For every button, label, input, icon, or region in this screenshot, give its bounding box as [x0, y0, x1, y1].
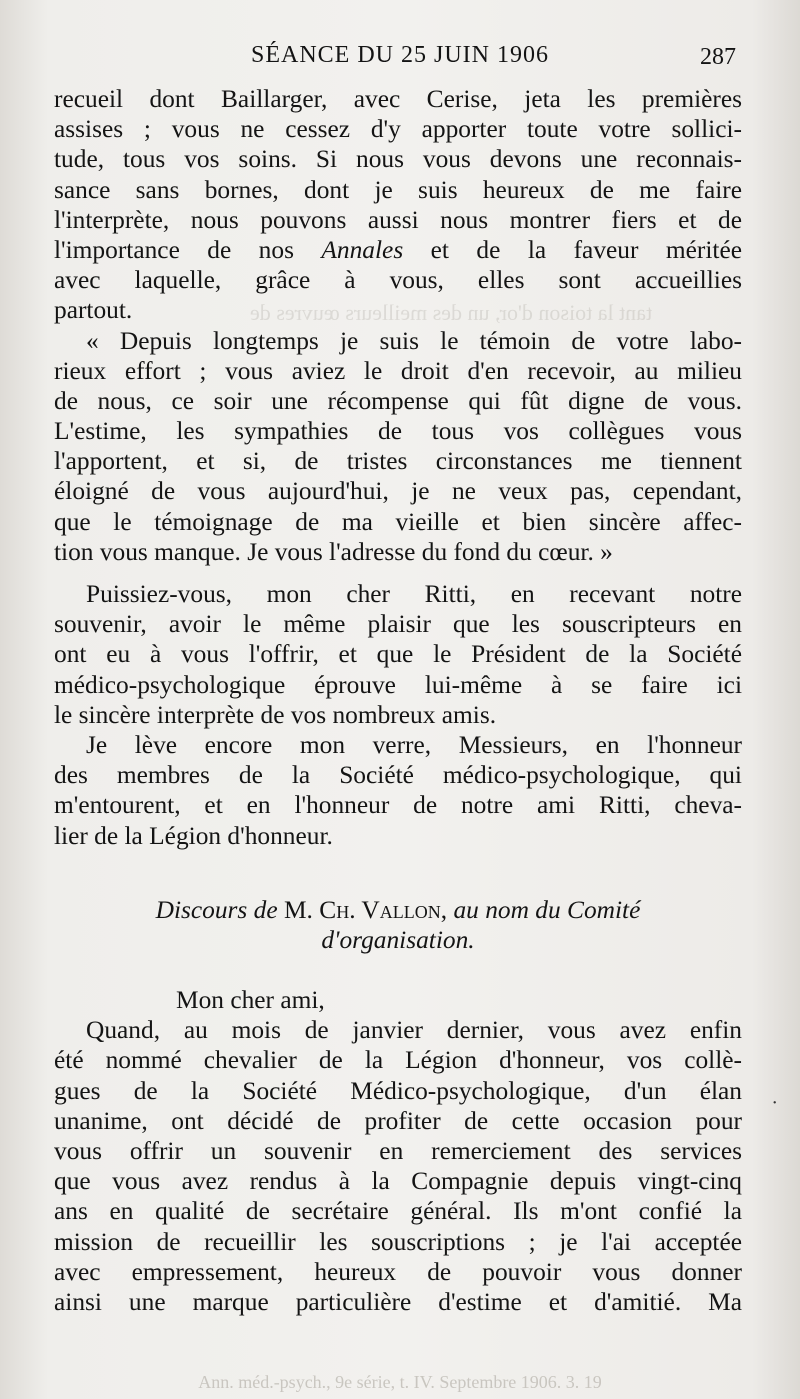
running-title: SÉANCE DU 25 JUIN 1906 [251, 42, 549, 68]
text-line: lier de la Légion d'honneur. [54, 821, 333, 850]
paragraph-1 [54, 84, 742, 326]
text-line: « Depuis longtemps je suis le témoin de votre labo- [86, 326, 742, 355]
text-line: rieux effort ; vous aviez le droit d'en recevoir, au milieu [54, 356, 742, 385]
text-line: éloigné de vous aujourd'hui, je ne veux pas, cependant, [54, 477, 742, 506]
text-line: médico-psychologique éprouve lui-même à se faire ici [54, 670, 742, 699]
footer-signature-line: Ann. méd.-psych., 9e série, t. IV. Septembre 1906. 3. 19 [198, 1372, 602, 1392]
text-line: souvenir, avoir le même plaisir que les souscripteurs en [54, 610, 742, 639]
text-line: avec laquelle, grâce à vous, elles sont accueillies [54, 266, 742, 295]
text-line: tion vous manque. Je vous l'adresse du fond du cœur. » [54, 537, 613, 566]
text-line: été nommé chevalier de la Légion d'honneur, vos collè- [54, 1046, 742, 1075]
text-line: Quand, au mois de janvier dernier, vous avez enfin [86, 1016, 742, 1045]
text-line: Je lève encore mon verre, Messieurs, en l'honneur [86, 730, 742, 759]
text-line: L'estime, les sympathies de tous vos collègues vous [54, 417, 742, 446]
text-line: que vous avez rendus à la Compagnie depuis vingt-cinq [54, 1167, 742, 1196]
paragraph-4 [54, 730, 742, 851]
page-number: 287 [700, 44, 736, 70]
text-line: gues de la Société Médico-psychologique, d'un élan [54, 1076, 742, 1105]
text-line: partout. [54, 296, 133, 325]
text-line-italic-annales: l'importance de nos Annales et de la faveur méritée [54, 235, 742, 264]
text-line: Puissiez-vous, mon cher Ritti, en recevant notre [86, 580, 742, 608]
page-header [0, 42, 800, 78]
text-line: ans en qualité de secrétaire général. Ils m'ont confié la [54, 1197, 742, 1226]
text-line: unanime, ont décidé de profiter de cette occasion pour [54, 1106, 742, 1135]
text-line: que le témoignage de ma vieille et bien sincère affec- [54, 507, 742, 536]
text-line: ont eu à vous l'offrir, et que le Président de la Société [54, 640, 742, 669]
text-line: l'apportent, et si, de tristes circonstances me tiennent [54, 447, 742, 476]
paragraph-5 [54, 1015, 742, 1317]
text-line: avec empressement, heureux de pouvoir vous donner [54, 1257, 742, 1286]
body-text [54, 84, 742, 1317]
heading-text: au nom du Comité [453, 895, 641, 924]
text-line: sance sans bornes, dont je suis heureux de me faire [54, 175, 742, 204]
text-line: tude, tous vos soins. Si nous vous devons une reconnais- [54, 145, 742, 174]
text-line: mission de recueillir les souscriptions ; je l'ai acceptée [54, 1227, 742, 1256]
journal-title: Annales [321, 235, 404, 264]
paragraph-3 [54, 579, 742, 730]
text-line: l'interprète, nous pouvons aussi nous montrer fiers et de [54, 205, 742, 234]
section-heading-line-2: d'organisation. [321, 925, 475, 954]
text-line: des membres de la Société médico-psychologique, qui [54, 761, 742, 790]
text-line: ainsi une marque particulière d'estime et d'amitié. Ma [54, 1287, 742, 1316]
salutation: Mon cher ami, [176, 986, 325, 1015]
heading-text: Discours de [155, 895, 278, 924]
margin-dot: · [771, 1092, 778, 1114]
text-line: le sincère interprète de vos nombreux amis. [54, 700, 497, 729]
text-line: assises ; vous ne cessez d'y apporter toute votre sollici- [54, 115, 742, 144]
paragraph-2 [54, 326, 742, 568]
speaker-name: M. Ch. Vallon, [283, 895, 448, 924]
section-heading-line-1 [54, 895, 742, 925]
bleed-through-text: tant la toison d'or, un des meilleurs œuvres de [250, 300, 653, 325]
text-line: recueil dont Baillarger, avec Cerise, jeta les premières [54, 85, 742, 113]
text-line: vous offrir un souvenir en remerciement des services [54, 1137, 742, 1165]
text-line: m'entourent, et en l'honneur de notre ami Ritti, cheva- [54, 791, 742, 820]
text-line: de nous, ce soir une récompense qui fût digne de vous. [54, 386, 742, 415]
section-heading [54, 895, 742, 955]
